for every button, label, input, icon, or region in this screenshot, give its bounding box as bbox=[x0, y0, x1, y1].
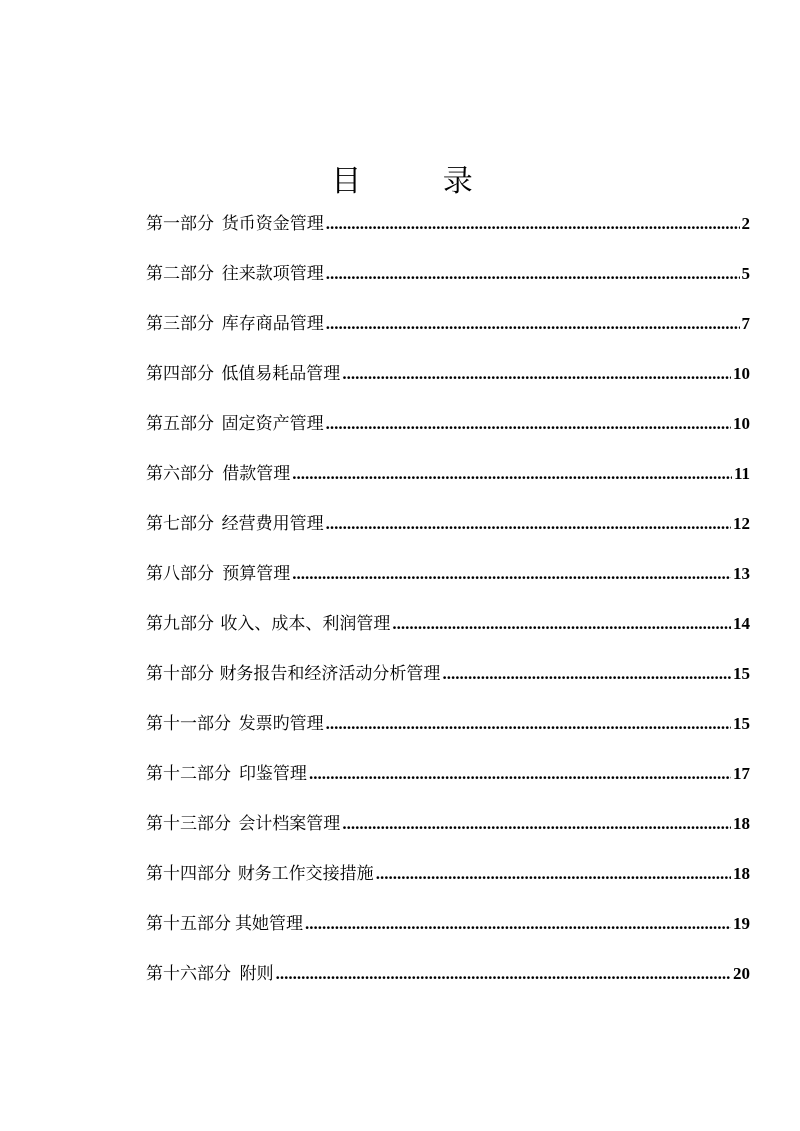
toc-page-number: 19 bbox=[733, 914, 750, 933]
toc-section-name: 库存商品管理 bbox=[221, 314, 324, 334]
toc-part-label: 第九部分 bbox=[146, 614, 214, 634]
toc-part-label: 第三部分 bbox=[146, 314, 214, 334]
toc-section-name: 经营费用管理 bbox=[221, 514, 324, 534]
toc-dot-leader bbox=[442, 664, 731, 684]
toc-part-label: 第五部分 bbox=[146, 414, 214, 434]
toc-section-name: 财务报告和经济活动分析管理 bbox=[219, 664, 441, 684]
toc-entry bbox=[146, 809, 750, 859]
toc-part-label: 第四部分 bbox=[146, 364, 214, 384]
toc-dot-leader bbox=[342, 364, 731, 384]
toc-section-name: 往来款项管理 bbox=[221, 264, 324, 284]
toc-section-name: 低值易耗品管理 bbox=[221, 364, 341, 384]
toc-dot-leader bbox=[342, 814, 731, 834]
toc-page-number: 17 bbox=[733, 764, 750, 783]
toc-part-label: 第十一部分 bbox=[146, 714, 231, 734]
toc-section-name: 附则 bbox=[239, 964, 274, 984]
toc-section-name: 固定资产管理 bbox=[221, 414, 324, 434]
toc-part-label: 第七部分 bbox=[146, 514, 214, 534]
toc-part-label: 第十四部分 bbox=[146, 864, 231, 884]
toc-entry bbox=[146, 509, 750, 559]
toc-part-label: 第八部分 bbox=[146, 564, 214, 584]
toc-page-number: 7 bbox=[741, 314, 750, 333]
toc-dot-leader bbox=[326, 214, 740, 234]
toc-dot-leader bbox=[292, 564, 731, 584]
toc-dot-leader bbox=[326, 714, 731, 734]
toc-section-name: 发票旳管理 bbox=[238, 714, 324, 734]
toc-page-number: 5 bbox=[741, 264, 750, 283]
toc-section-name: 收入、成本、利润管理 bbox=[220, 614, 391, 634]
toc-page-number: 10 bbox=[733, 364, 750, 383]
toc-dot-leader bbox=[326, 264, 740, 284]
toc-page-number: 15 bbox=[733, 714, 750, 733]
toc-section-name: 货币资金管理 bbox=[221, 214, 324, 234]
toc-part-label: 第十部分 bbox=[146, 664, 214, 684]
toc-entry bbox=[146, 559, 750, 609]
toc-title: 目 录 bbox=[331, 164, 509, 199]
toc-entry bbox=[146, 259, 750, 309]
toc-section-name: 会计档案管理 bbox=[238, 814, 341, 834]
toc-page-number: 20 bbox=[733, 964, 750, 983]
toc-dot-leader bbox=[292, 464, 732, 484]
toc-entry bbox=[146, 659, 750, 709]
toc-dot-leader bbox=[276, 964, 731, 984]
toc-part-label: 第一部分 bbox=[146, 214, 214, 234]
toc-section-name: 借款管理 bbox=[222, 464, 291, 484]
toc-entry bbox=[146, 409, 750, 459]
toc-part-label: 第十二部分 bbox=[146, 764, 231, 784]
toc-part-label: 第十三部分 bbox=[146, 814, 231, 834]
toc-page-number: 18 bbox=[733, 814, 750, 833]
toc-dot-leader bbox=[392, 614, 731, 634]
toc-entry bbox=[146, 609, 750, 659]
toc-section-name: 印鉴管理 bbox=[238, 764, 307, 784]
toc-entry bbox=[146, 359, 750, 409]
toc-page-number: 13 bbox=[733, 564, 750, 583]
toc-dot-leader bbox=[305, 914, 731, 934]
toc-entry bbox=[146, 459, 750, 509]
toc-part-label: 第十六部分 bbox=[146, 964, 231, 984]
toc-list bbox=[146, 209, 750, 1009]
toc-page-number: 14 bbox=[733, 614, 750, 633]
toc-section-name: 其她管理 bbox=[235, 914, 304, 934]
toc-part-label: 第二部分 bbox=[146, 264, 214, 284]
toc-entry bbox=[146, 209, 750, 259]
toc-entry bbox=[146, 909, 750, 959]
toc-entry bbox=[146, 859, 750, 909]
toc-page-number: 15 bbox=[733, 664, 750, 683]
toc-entry bbox=[146, 959, 750, 1009]
toc-dot-leader bbox=[326, 514, 731, 534]
toc-part-label: 第六部分 bbox=[146, 464, 214, 484]
toc-section-name: 预算管理 bbox=[222, 564, 291, 584]
toc-page-number: 12 bbox=[733, 514, 750, 533]
toc-page-number: 2 bbox=[741, 214, 750, 233]
toc-section-name: 财务工作交接措施 bbox=[237, 864, 374, 884]
toc-page-number: 18 bbox=[733, 864, 750, 883]
toc-entry bbox=[146, 309, 750, 359]
toc-dot-leader bbox=[309, 764, 731, 784]
toc-part-label: 第十五部分 bbox=[146, 914, 231, 934]
toc-entry bbox=[146, 759, 750, 809]
toc-page-number: 10 bbox=[733, 414, 750, 433]
toc-dot-leader bbox=[376, 864, 731, 884]
toc-entry bbox=[146, 709, 750, 759]
toc-dot-leader bbox=[326, 414, 731, 434]
toc-page-number: 11 bbox=[733, 464, 750, 483]
toc-dot-leader bbox=[326, 314, 740, 334]
